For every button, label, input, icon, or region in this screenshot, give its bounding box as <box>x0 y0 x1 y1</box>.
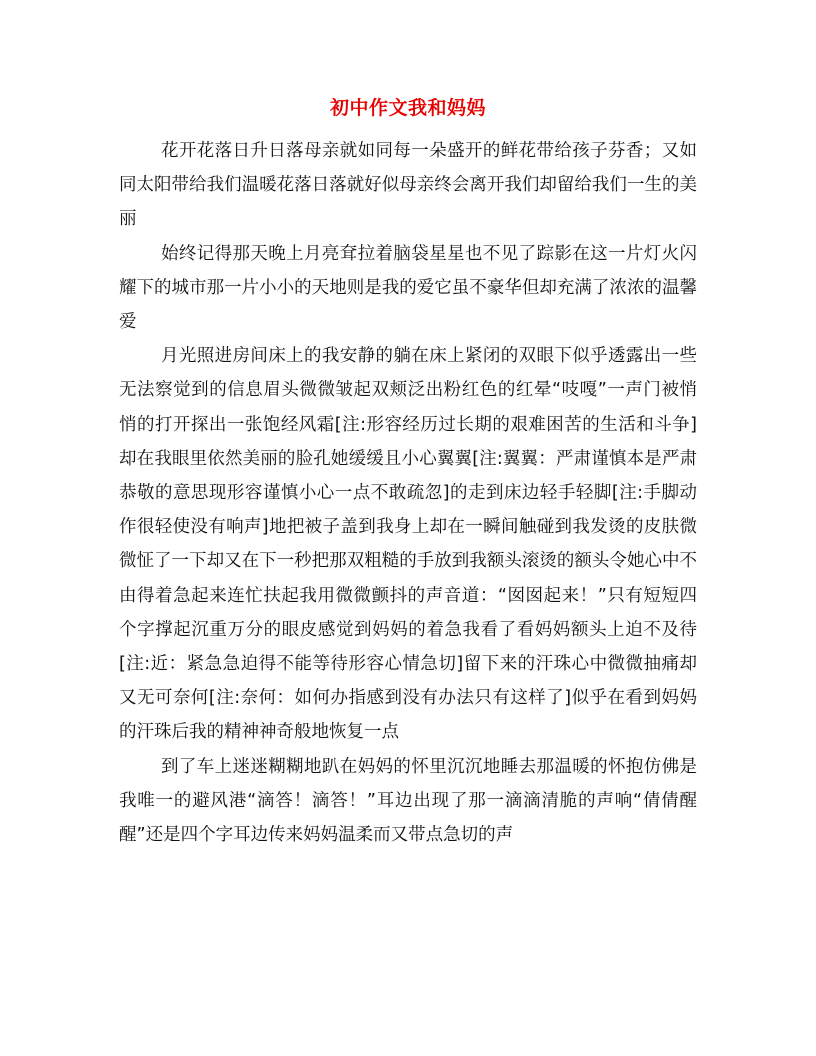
paragraph-2: 始终记得那天晚上月亮耷拉着脑袋星星也不见了踪影在这一片灯火闪耀下的城市那一片小小的天地则是我的爱它虽不豪华但却充满了浓浓的温馨爱 <box>119 243 697 333</box>
paragraph-4: 到了车上迷迷糊糊地趴在妈妈的怀里沉沉地睡去那温暖的怀抱仿佛是我唯一的避风港“滴答！滴答！”耳边出现了那一滴滴清脆的声响“倩倩醒醒”还是四个字耳边传来妈妈温柔而又带点急切的声 <box>119 756 697 846</box>
document-body <box>119 134 697 852</box>
paragraph-3: 月光照进房间床上的我安静的躺在床上紧闭的双眼下似乎透露出一些无法察觉到的信息眉头微微皱起双颊泛出粉红色的红晕“吱嘎”一声门被悄悄的打开探出一张饱经风霜[注:形容经历过长期的艰难困苦的生活和斗争]却在我眼里依然美丽的脸孔她缓缓且小心翼翼[注:翼翼：严肃谨慎本是严肃恭敬的意思现形容谨慎小心一点不敢疏忽]的走到床边轻手轻脚[注:手脚动作很轻使没有响声]地把被子盖到我身上却在一瞬间触碰到我发烫的皮肤微微怔了一下却又在下一秒把那双粗糙的手放到我额头滚烫的额头令她心中不由得着急起来连忙扶起我用微微颤抖的声音道：“囡囡起来！”只有短短四个字撑起沉重万分的眼皮感觉到妈妈的着急我看了看妈妈额头上迫不及待[注:近：紧急急迫得不能等待形容心情急切]留下来的汗珠心中微微抽痛却又无可奈何[注:奈何：如何办指感到没有办法只有这样了]似乎在看到妈妈的汗珠后我的精神神奇般地恢复一点 <box>119 346 697 743</box>
document-title: 初中作文我和妈妈 <box>329 97 486 119</box>
paragraph-1: 花开花落日升日落母亲就如同每一朵盛开的鲜花带给孩子芬香；又如同太阳带给我们温暖花落日落就好似母亲终会离开我们却留给我们一生的美丽 <box>119 141 697 230</box>
